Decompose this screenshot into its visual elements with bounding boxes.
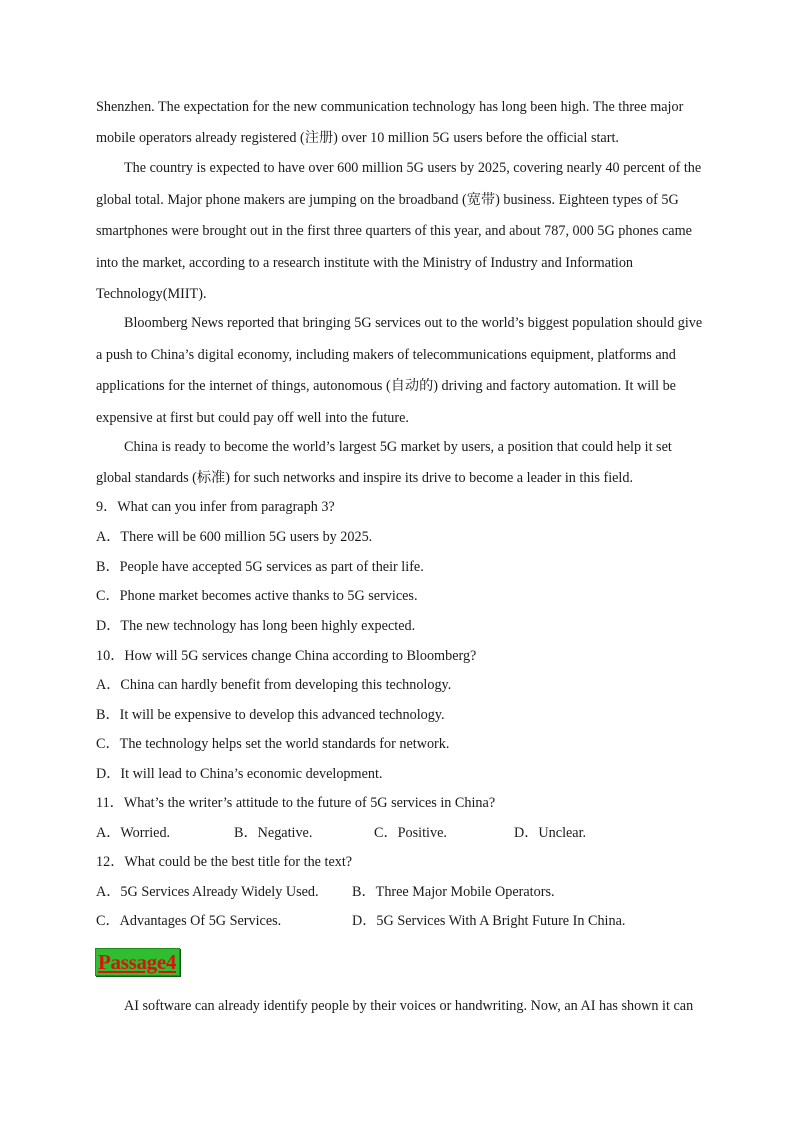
question-option: B．People have accepted 5G services as part of their life. [96, 559, 424, 575]
question-option: A．Worried. [96, 825, 171, 841]
paragraph-line: Technology(MIIT). [96, 286, 207, 302]
question-stem: 9．What can you infer from paragraph 3? [96, 499, 335, 515]
question-option: C．Advantages Of 5G Services. [96, 913, 282, 929]
paragraph-line: Shenzhen. The expectation for the new communication technology has long been high. The three major [96, 99, 684, 115]
passage-label-badge [95, 948, 180, 976]
paragraph-line: global total. Major phone makers are jumping on the broadband (宽带) business. Eighteen types of 5G [96, 192, 679, 208]
question-option: C．The technology helps set the world standards for network. [96, 736, 450, 752]
question-stem: 11．What’s the writer’s attitude to the future of 5G services in China? [96, 795, 496, 811]
question-option: A．China can hardly benefit from developing this technology. [96, 677, 452, 693]
question-option: C．Phone market becomes active thanks to 5G services. [96, 588, 418, 604]
question-option: D．It will lead to China’s economic development. [96, 766, 383, 782]
question-option: B．Negative. [234, 825, 313, 841]
paragraph-line: The country is expected to have over 600 million 5G users by 2025, covering nearly 40 percent of the [124, 160, 702, 176]
question-option: A．There will be 600 million 5G users by 2025. [96, 529, 373, 545]
paragraph-line: smartphones were brought out in the first three quarters of this year, and about 787, 000 5G phones came [96, 223, 692, 239]
paragraph-line: global standards (标准) for such networks and inspire its drive to become a leader in this field. [96, 470, 634, 486]
question-stem: 12．What could be the best title for the text? [96, 854, 353, 870]
paragraph-line: applications for the internet of things, autonomous (自动的) driving and factory automation. It will be [96, 378, 676, 394]
question-option: C．Positive. [374, 825, 447, 841]
paragraph-line: a push to China’s digital economy, including makers of telecommunications equipment, platforms and [96, 347, 676, 363]
question-option: D．5G Services With A Bright Future In China. [352, 913, 626, 929]
question-option: D．Unclear. [514, 825, 587, 841]
paragraph-line: into the market, according to a research institute with the Ministry of Industry and Information [96, 255, 634, 271]
paragraph-line: expensive at first but could pay off well into the future. [96, 410, 409, 426]
paragraph-line: China is ready to become the world’s largest 5G market by users, a position that could help it set [124, 439, 672, 455]
question-option: D．The new technology has long been highly expected. [96, 618, 416, 634]
question-stem: 10．How will 5G services change China according to Bloomberg? [96, 648, 477, 664]
question-option: A．5G Services Already Widely Used. [96, 884, 319, 900]
paragraph-line: AI software can already identify people by their voices or handwriting. Now, an AI has shown it can [124, 998, 694, 1014]
question-option: B．Three Major Mobile Operators. [352, 884, 555, 900]
question-option: B．It will be expensive to develop this advanced technology. [96, 707, 445, 723]
passage-label-text: Passage4 [98, 950, 177, 974]
paragraph-line: Bloomberg News reported that bringing 5G services out to the world’s biggest population should give [124, 315, 703, 331]
paragraph-line: mobile operators already registered (注册) over 10 million 5G users before the official start. [96, 130, 619, 146]
